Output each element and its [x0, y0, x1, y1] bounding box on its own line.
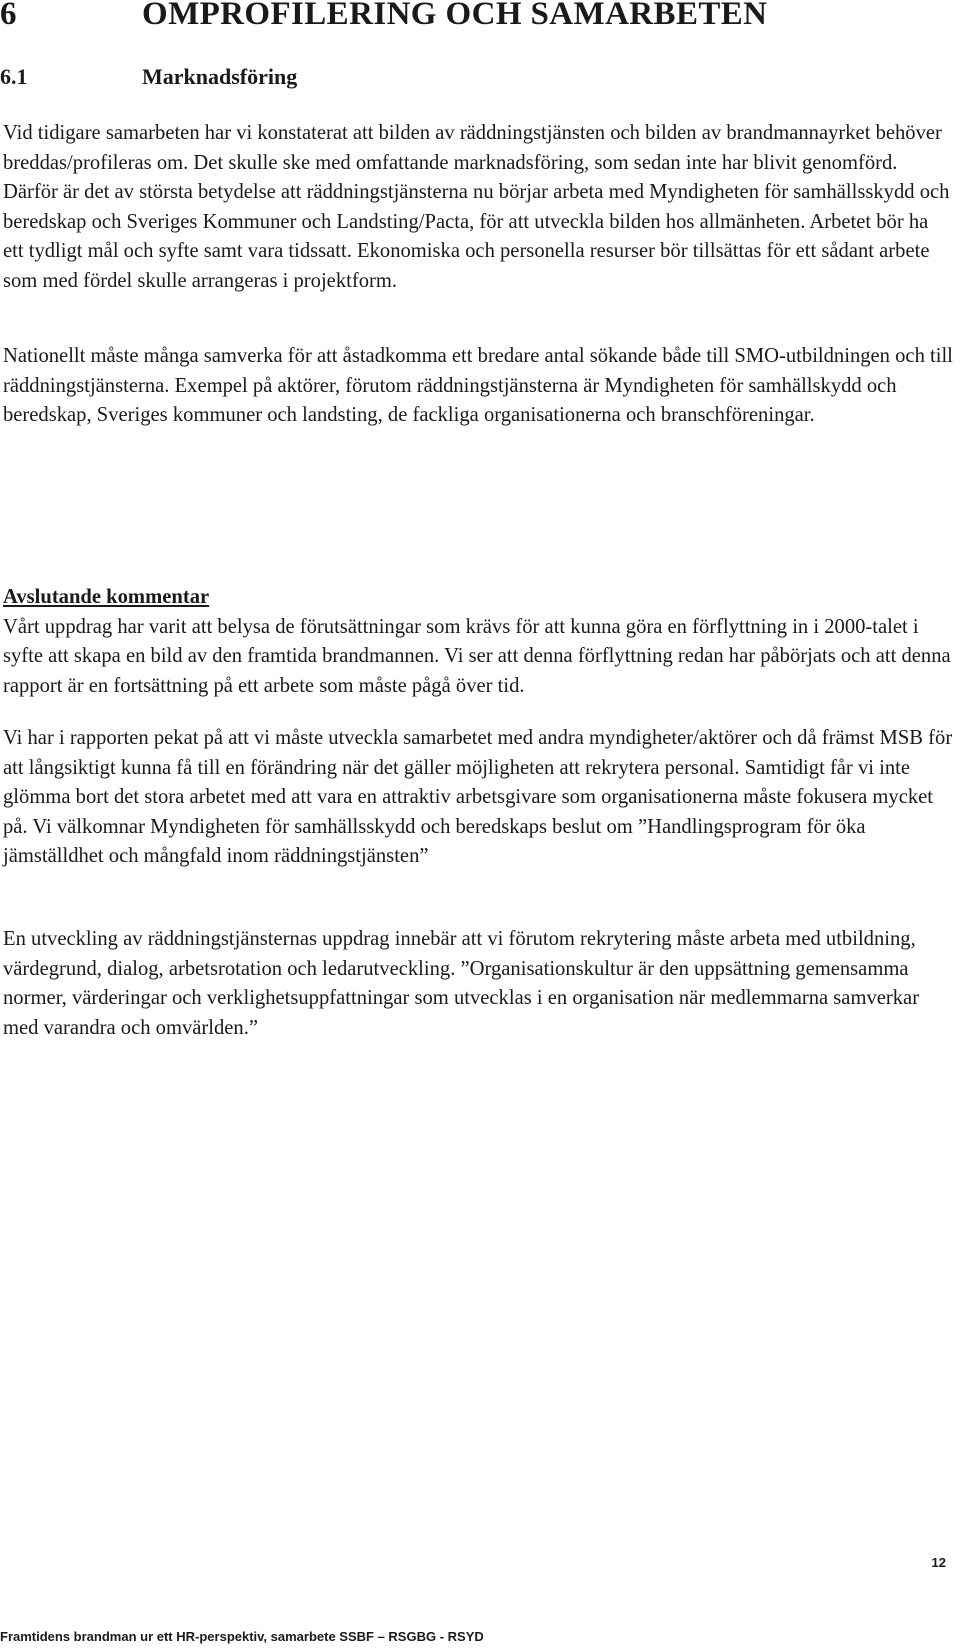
page-footer: Framtidens brandman ur ett HR-perspektiv, samarbete SSBF – RSGBG - RSYD: [0, 1629, 484, 1644]
closing-comment-heading: Avslutande kommentar: [3, 586, 210, 608]
chapter-number: 6: [0, 0, 17, 32]
paragraph-development: En utveckling av räddningstjänsternas uppdrag innebär att vi förutom rekrytering måste arbeta med utbildning, värdegrund, dialog, arbetsrotation och ledarutveckling. ”Organisationskultur är den uppsättning gemensamma normer, värderingar och verklighetsuppfattningar som utvecklas i en organisation när medlemmarna samverkar med varandra och omvärlden.”: [3, 928, 920, 1039]
page-number: 12: [931, 1555, 946, 1570]
paragraph-marketing: Vid tidigare samarbeten har vi konstaterat att bilden av räddningstjänsten och bilden av brandmannayrket behöver breddas/profileras om. Det skulle ske med omfattande marknadsföring, som sedan inte har blivit genomförd. Därför är det av största betydelse att räddningstjänsterna nu börjar arbeta med Myndigheten för samhällsskydd och beredskap och Sveriges Kommuner och Landsting/Pacta, för att utveckla bilden hos allmänheten. Arbetet bör ha ett tydligt mål och syfte samt vara tidssatt. Ekonomiska och personella resurser bör tillsättas för ett sådant arbete som med fördel skulle arrangeras i projektform.: [3, 122, 950, 292]
paragraph-assignment: Vårt uppdrag har varit att belysa de förutsättningar som krävs för att kunna göra en förflyttning in i 2000-talet i syfte att skapa en bild av den framtida brandmannen. Vi ser att denna förflyttning redan har påbörjats och att denna rapport är en fortsättning på ett arbete som måste pågå över tid.: [3, 615, 951, 697]
closing-comment-block: [3, 583, 953, 701]
section-heading: [0, 64, 960, 90]
section-title: Marknadsföring: [142, 64, 298, 89]
chapter-heading: [0, 0, 960, 34]
paragraph-national-cooperation: Nationellt måste många samverka för att åstadkomma ett bredare antal sökande både till SMO-utbildningen och till räddningstjänsterna. Exempel på aktörer, förutom räddningstjänsterna är Myndigheten för samhällskydd och beredskap, Sveriges kommuner och landsting, de fackliga organisationerna och branschföreningar.: [3, 345, 953, 427]
section-number: 6.1: [0, 64, 28, 89]
paragraph-collaboration: Vi har i rapporten pekat på att vi måste utveckla samarbetet med andra myndigheter/aktörer och då främst MSB för att långsiktigt kunna få till en förändring när det gäller möjligheten att rekrytera personal. Samtidigt får vi inte glömma bort det stora arbetet med att vara en attraktiv arbetsgivare som organisationerna måste fokusera mycket på. Vi välkomnar Myndigheten för samhällsskydd och beredskaps beslut om ”Handlingsprogram för öka jämställdhet och mångfald inom räddningstjänsten”: [3, 727, 953, 868]
chapter-title: OMPROFILERING OCH SAMARBETEN: [142, 0, 768, 32]
